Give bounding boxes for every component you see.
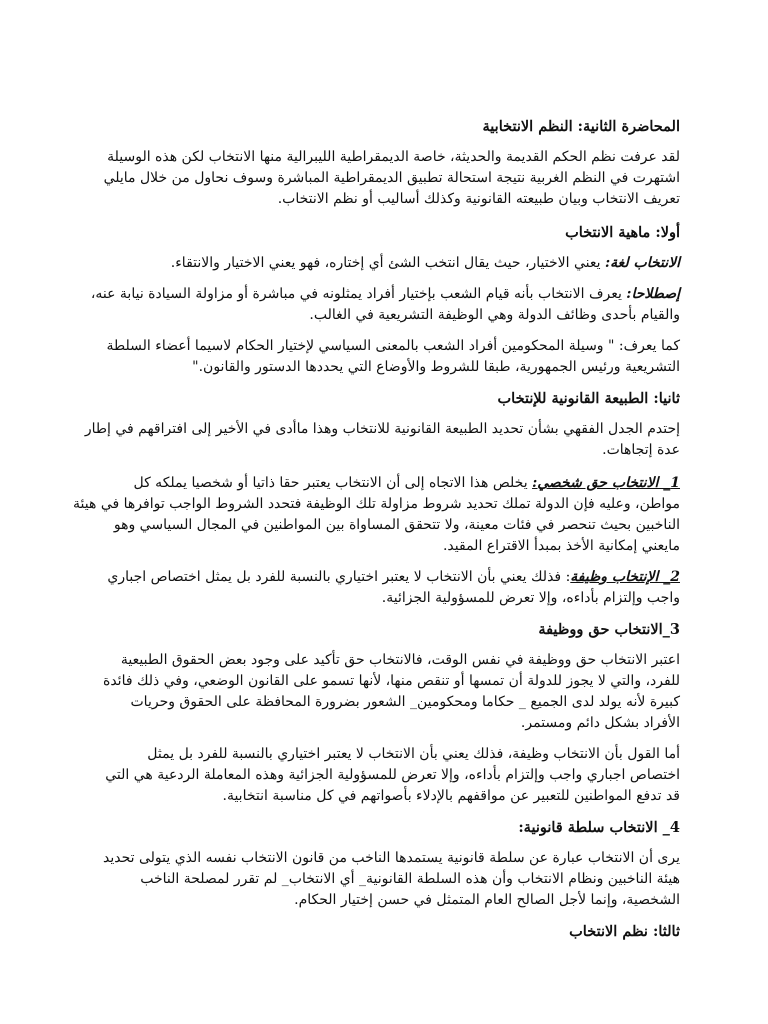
right-and-function-line: كبيرة لأنه يولد لدى الجميع _ حكاما ومحكومين_ الشعور بضرورة المحافظة على الحقوق وحريات [130, 694, 680, 710]
istilah-line: والقيام بأحدى وظائف الدولة وهي الوظيفة التشريعية في الغالب. [309, 307, 680, 323]
function-paragraph [96, 567, 680, 609]
personal-right-text: يخلص هذا الاتجاه إلى أن الانتخاب يعتبر حقا ذاتيا أو شخصيا يملكه كل [133, 475, 533, 491]
page-title: المحاضرة الثانية: النظم الانتخابية [482, 118, 680, 135]
section2-intro-line: عدة إتجاهات. [602, 442, 680, 458]
intro-line: لقد عرفت نظم الحكم القديمة والحديثة، خاصة الديمقراطية الليبرالية منها الانتخاب لكن هذه الوسيلة [107, 149, 680, 165]
personal-right-term: 1_ الانتخاب حق شخصي: [532, 475, 680, 491]
function-detail-line: اختصاص اجباري واجب وإلتزام بأداءه، وإلا تعرض للمسؤولية الجزائية وهذه المعاملة الردعية هي التي [105, 767, 680, 783]
section2-heading: ثانيا: الطبيعة القانونية للإنتخاب [497, 390, 680, 407]
intro-line: تعريف الانتخاب وبيان طبيعته القانونية وكذلك أساليب أو نظم الانتخاب. [277, 191, 680, 207]
lugha-term: الانتخاب لغة: [604, 255, 680, 271]
section2-intro [84, 419, 680, 461]
definition-line: كما يعرف: " وسيلة المحكومين أفراد الشعب بالمعنى السياسي لإختيار الحكام لاسيما أعضاء السلطة [106, 338, 680, 354]
definition-quote [96, 336, 680, 378]
istilah-line [90, 284, 680, 305]
legal-authority-heading: 4_ الانتخاب سلطة قانونية: [518, 819, 680, 836]
function-detail-line: أما القول بأن الانتخاب وظيفة، فذلك يعني بأن الانتخاب لا يعتبر اختياري بالنسبة للفرد بل يمثل [147, 746, 680, 762]
function-text: : فذلك يعني بأن الانتخاب لا يعتبر اختياري بالنسبة للفرد بل يمثل اختصاص اجباري [107, 569, 571, 585]
personal-right-line [96, 473, 680, 494]
personal-right-paragraph [73, 473, 680, 557]
legal-authority-line: يرى أن الانتخاب عبارة عن سلطة قانونية يستمدها الناخب من قانون الانتخاب نفسه الذي يتولى تحديد [102, 850, 680, 866]
intro-line: اشتهرت في النظم الغربية نتيجة استحالة تطبيق الديمقراطية المباشرة وسوف نحاول من خلال مايلي [103, 170, 680, 186]
function-detail-line: قد تدفع المواطنين للتعبير عن مواقفهم بالإدلاء بأصواتهم في كل مناسبة انتخابية. [222, 788, 680, 804]
istilah-term: إصطلاحا: [626, 286, 680, 302]
right-and-function-line: للفرد، والتي لا يجوز للدولة أن تمسها أو تنقص منها، لأنها تسمو على القانون الوضعي، وفي ذلك فائدة [102, 673, 680, 689]
section1-heading: أولا: ماهية الانتخاب [565, 224, 680, 241]
right-and-function-paragraph [96, 650, 680, 734]
section3-heading: ثالثا: نظم الانتخاب [569, 923, 680, 940]
istilah-definition [90, 284, 680, 326]
istilah-text: يعرف الانتخاب بأنه قيام الشعب بإختيار أفراد يمثلونه في مباشرة أو مزاولة السيادة نيابة عنه، [90, 286, 627, 302]
legal-authority-paragraph [96, 848, 680, 911]
intro-paragraph [96, 147, 680, 210]
function-line: واجب وإلتزام بأداءه، وإلا تعرض للمسؤولية الجزائية. [381, 590, 680, 606]
definition-line: التشريعية ورئيس الجمهورية، طبقا للشروط والأوضاع التي يحددها الدستور والقانون." [192, 359, 680, 375]
personal-right-line: الناخبين بحيث تنحصر في فئات معينة، ولا تتحقق المساواة بين المواطنين في المجال السياسي وهو [113, 517, 680, 533]
right-and-function-line: اعتبر الانتخاب حق ووظيفة في نفس الوقت، فالانتخاب حق تأكيد على وجود بعض الحقوق الطبيعية [120, 652, 680, 668]
legal-authority-line: هيئة الناخبين ونظام الانتخاب وأن هذه السلطة القانونية_ أي الانتخاب_ لم تقرر لمصلحة الناخب [140, 871, 680, 887]
personal-right-line: مواطن، وعليه فإن الدولة تملك تحديد شروط مزاولة تلك الوظيفة فتحدد الشروط الواجب توافرها في هيئة [73, 496, 680, 512]
function-detail-paragraph [96, 744, 680, 807]
personal-right-line: مايعني إمكانية الأخذ بمبدأ الاقتراع المقيد. [442, 538, 680, 554]
legal-authority-line: الشخصية، وإنما لأجل الصالح العام المتمثل في حسن إختيار الحكام. [294, 892, 680, 908]
function-term: 2_ الإنتخاب وظيفة [570, 569, 680, 585]
right-and-function-line: الأفراد بشكل دائم ومستمر. [520, 715, 680, 731]
lugha-text: يعني الاختيار، حيث يقال انتخب الشئ أي إختاره، فهو يعني الاختيار والانتقاء. [170, 255, 605, 271]
function-line [96, 567, 680, 588]
lugha-definition [96, 253, 680, 274]
section2-intro-line: إحتدم الجدل الفقهي بشأن تحديد الطبيعة القانونية للانتخاب وهذا ماأدى في الأخير إلى افتراقهم في إطار [84, 421, 680, 437]
right-and-function-heading: 3_الانتخاب حق ووظيفة [538, 621, 680, 638]
